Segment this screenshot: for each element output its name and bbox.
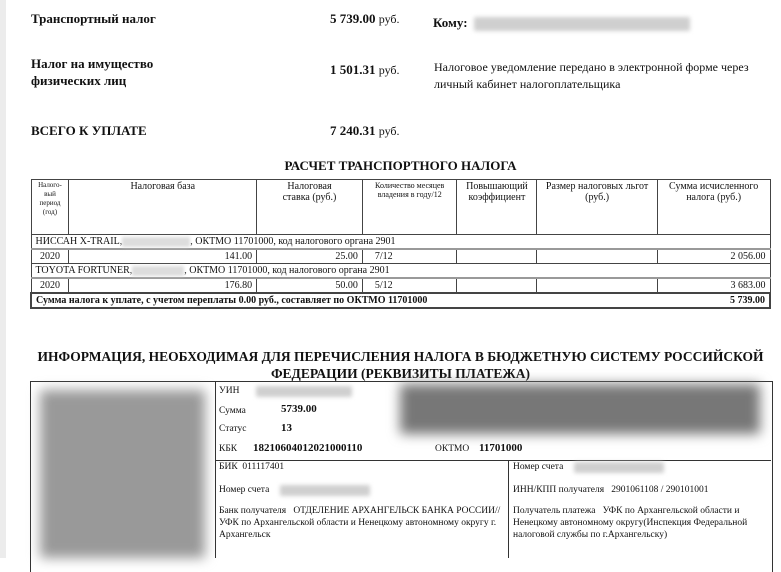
redacted-recv-account (574, 462, 664, 473)
header-benefit: Размер налоговых льгот (руб.) (537, 180, 657, 235)
cell-rate: 50.00 (257, 278, 363, 293)
bik-value: 011117401 (242, 462, 285, 472)
account-label: Номер счета (219, 485, 270, 495)
total-label: ВСЕГО К УПЛАТЕ (31, 123, 147, 138)
inn (513, 485, 709, 495)
vehicle-info (31, 235, 770, 250)
redacted-plate (132, 266, 184, 276)
redacted-uin (256, 386, 352, 397)
cell-benefit (537, 278, 657, 293)
cell-months: 7/12 (362, 249, 457, 264)
redacted-recipient (474, 17, 690, 31)
header-coef: Повышающий коэффициент (457, 180, 537, 235)
status-value: 13 (281, 422, 292, 434)
notice-text: Налоговое уведомление передано в электронной форме через личный кабинет налогоплательщика (434, 60, 749, 91)
header-base: Налоговая база (69, 180, 257, 235)
recv-account-label: Номер счета (513, 462, 564, 472)
transport-tax-label: Транспортный налог (31, 11, 156, 26)
calc-title: РАСЧЕТ ТРАНСПОРТНОГО НАЛОГА (284, 158, 517, 173)
currency: руб. (378, 63, 400, 77)
bank (219, 505, 504, 541)
redacted-plate (122, 237, 190, 247)
header-months: Количество месяцев владения в году/12 (362, 180, 457, 235)
recipient-label: Получатель платежа (513, 506, 596, 516)
to-label: Кому: (433, 15, 468, 30)
property-tax-amount (330, 62, 400, 78)
divider (215, 460, 771, 461)
bik (219, 462, 284, 472)
table-header-row (31, 180, 770, 235)
sum-label: Сумма (219, 406, 246, 416)
bik-label: БИК (219, 462, 238, 472)
vehicle-info (31, 264, 770, 279)
sum-value: 5739.00 (281, 403, 317, 415)
uin-label: УИН (219, 386, 240, 396)
amount-value: 5 739.00 (330, 11, 376, 26)
cell-months: 5/12 (362, 278, 457, 293)
bank-value: ОТДЕЛЕНИЕ АРХАНГЕЛЬСК БАНКА РОССИИ//УФК по Архангельской области и Ненецкому автономному округу г. Архангельск (219, 506, 501, 540)
kbk-label: КБК (219, 444, 238, 454)
table-row (31, 249, 770, 264)
cell-coef (457, 278, 537, 293)
total-row-value: 5 739.00 (657, 293, 770, 308)
status-label: Статус (219, 424, 247, 434)
cell-benefit (537, 249, 657, 264)
total-amount (330, 123, 400, 139)
property-tax-label: Налог на имущество физических лиц (31, 56, 154, 88)
header-tax: Сумма исчисленного налога (руб.) (657, 180, 770, 235)
oktmo-label: ОКТМО (435, 444, 470, 454)
barcode (400, 384, 760, 434)
recipient (513, 505, 763, 541)
vehicle-name: TOYOTA FORTUNER, (35, 265, 133, 276)
total-row-label: Сумма налога к уплате, с учетом переплаты 0.00 руб., составляет по ОКТМО 11701000 (31, 293, 657, 308)
calc-table (30, 179, 771, 309)
table-row (31, 278, 770, 293)
total-row (31, 293, 770, 308)
page-edge (0, 0, 6, 558)
amount-value: 1 501.31 (330, 62, 376, 77)
cell-tax: 3 683.00 (657, 278, 770, 293)
divider (508, 460, 509, 558)
redacted-account (280, 485, 370, 496)
inn-value: 2901061108 / 290101001 (611, 485, 709, 495)
currency: руб. (378, 12, 400, 26)
bank-label: Банк получателя (219, 506, 287, 516)
vehicle-row (31, 235, 770, 250)
vehicle-details: , ОКТМО 11701000, код налогового органа 2901 (190, 236, 396, 247)
vehicle-details: , ОКТМО 11701000, код налогового органа 2901 (184, 265, 390, 276)
kbk-value: 18210604012021000110 (253, 442, 363, 454)
cell-year: 2020 (31, 249, 69, 264)
cell-tax: 2 056.00 (657, 249, 770, 264)
header-rate: Налоговая ставка (руб.) (257, 180, 363, 235)
vehicle-name: НИССАН X-TRAIL, (35, 236, 123, 247)
transport-tax-amount (330, 11, 400, 27)
cell-coef (457, 249, 537, 264)
cell-base: 141.00 (69, 249, 257, 264)
divider (215, 381, 216, 558)
header-period: Налого-вый период (год) (31, 180, 69, 235)
cell-year: 2020 (31, 278, 69, 293)
cell-rate: 25.00 (257, 249, 363, 264)
payment-title: ИНФОРМАЦИЯ, НЕОБХОДИМАЯ ДЛЯ ПЕРЕЧИСЛЕНИЯ НАЛОГА В БЮДЖЕТНУЮ СИСТЕМУ РОССИЙСКОЙ ФЕДЕРАЦИИ (РЕКВИЗИТЫ ПЛАТЕЖА) (37, 349, 764, 381)
oktmo-value: 11701000 (479, 442, 523, 454)
qr-code (40, 390, 205, 558)
cell-base: 176.80 (69, 278, 257, 293)
currency: руб. (378, 124, 400, 138)
amount-value: 7 240.31 (330, 123, 376, 138)
vehicle-row (31, 264, 770, 279)
inn-label: ИНН/КПП получателя (513, 485, 605, 495)
recipient-value: УФК по Архангельской области и Ненецкому автономному округу(Инспекция Федеральной налоговой службы по г.Архангельску) (513, 506, 748, 540)
